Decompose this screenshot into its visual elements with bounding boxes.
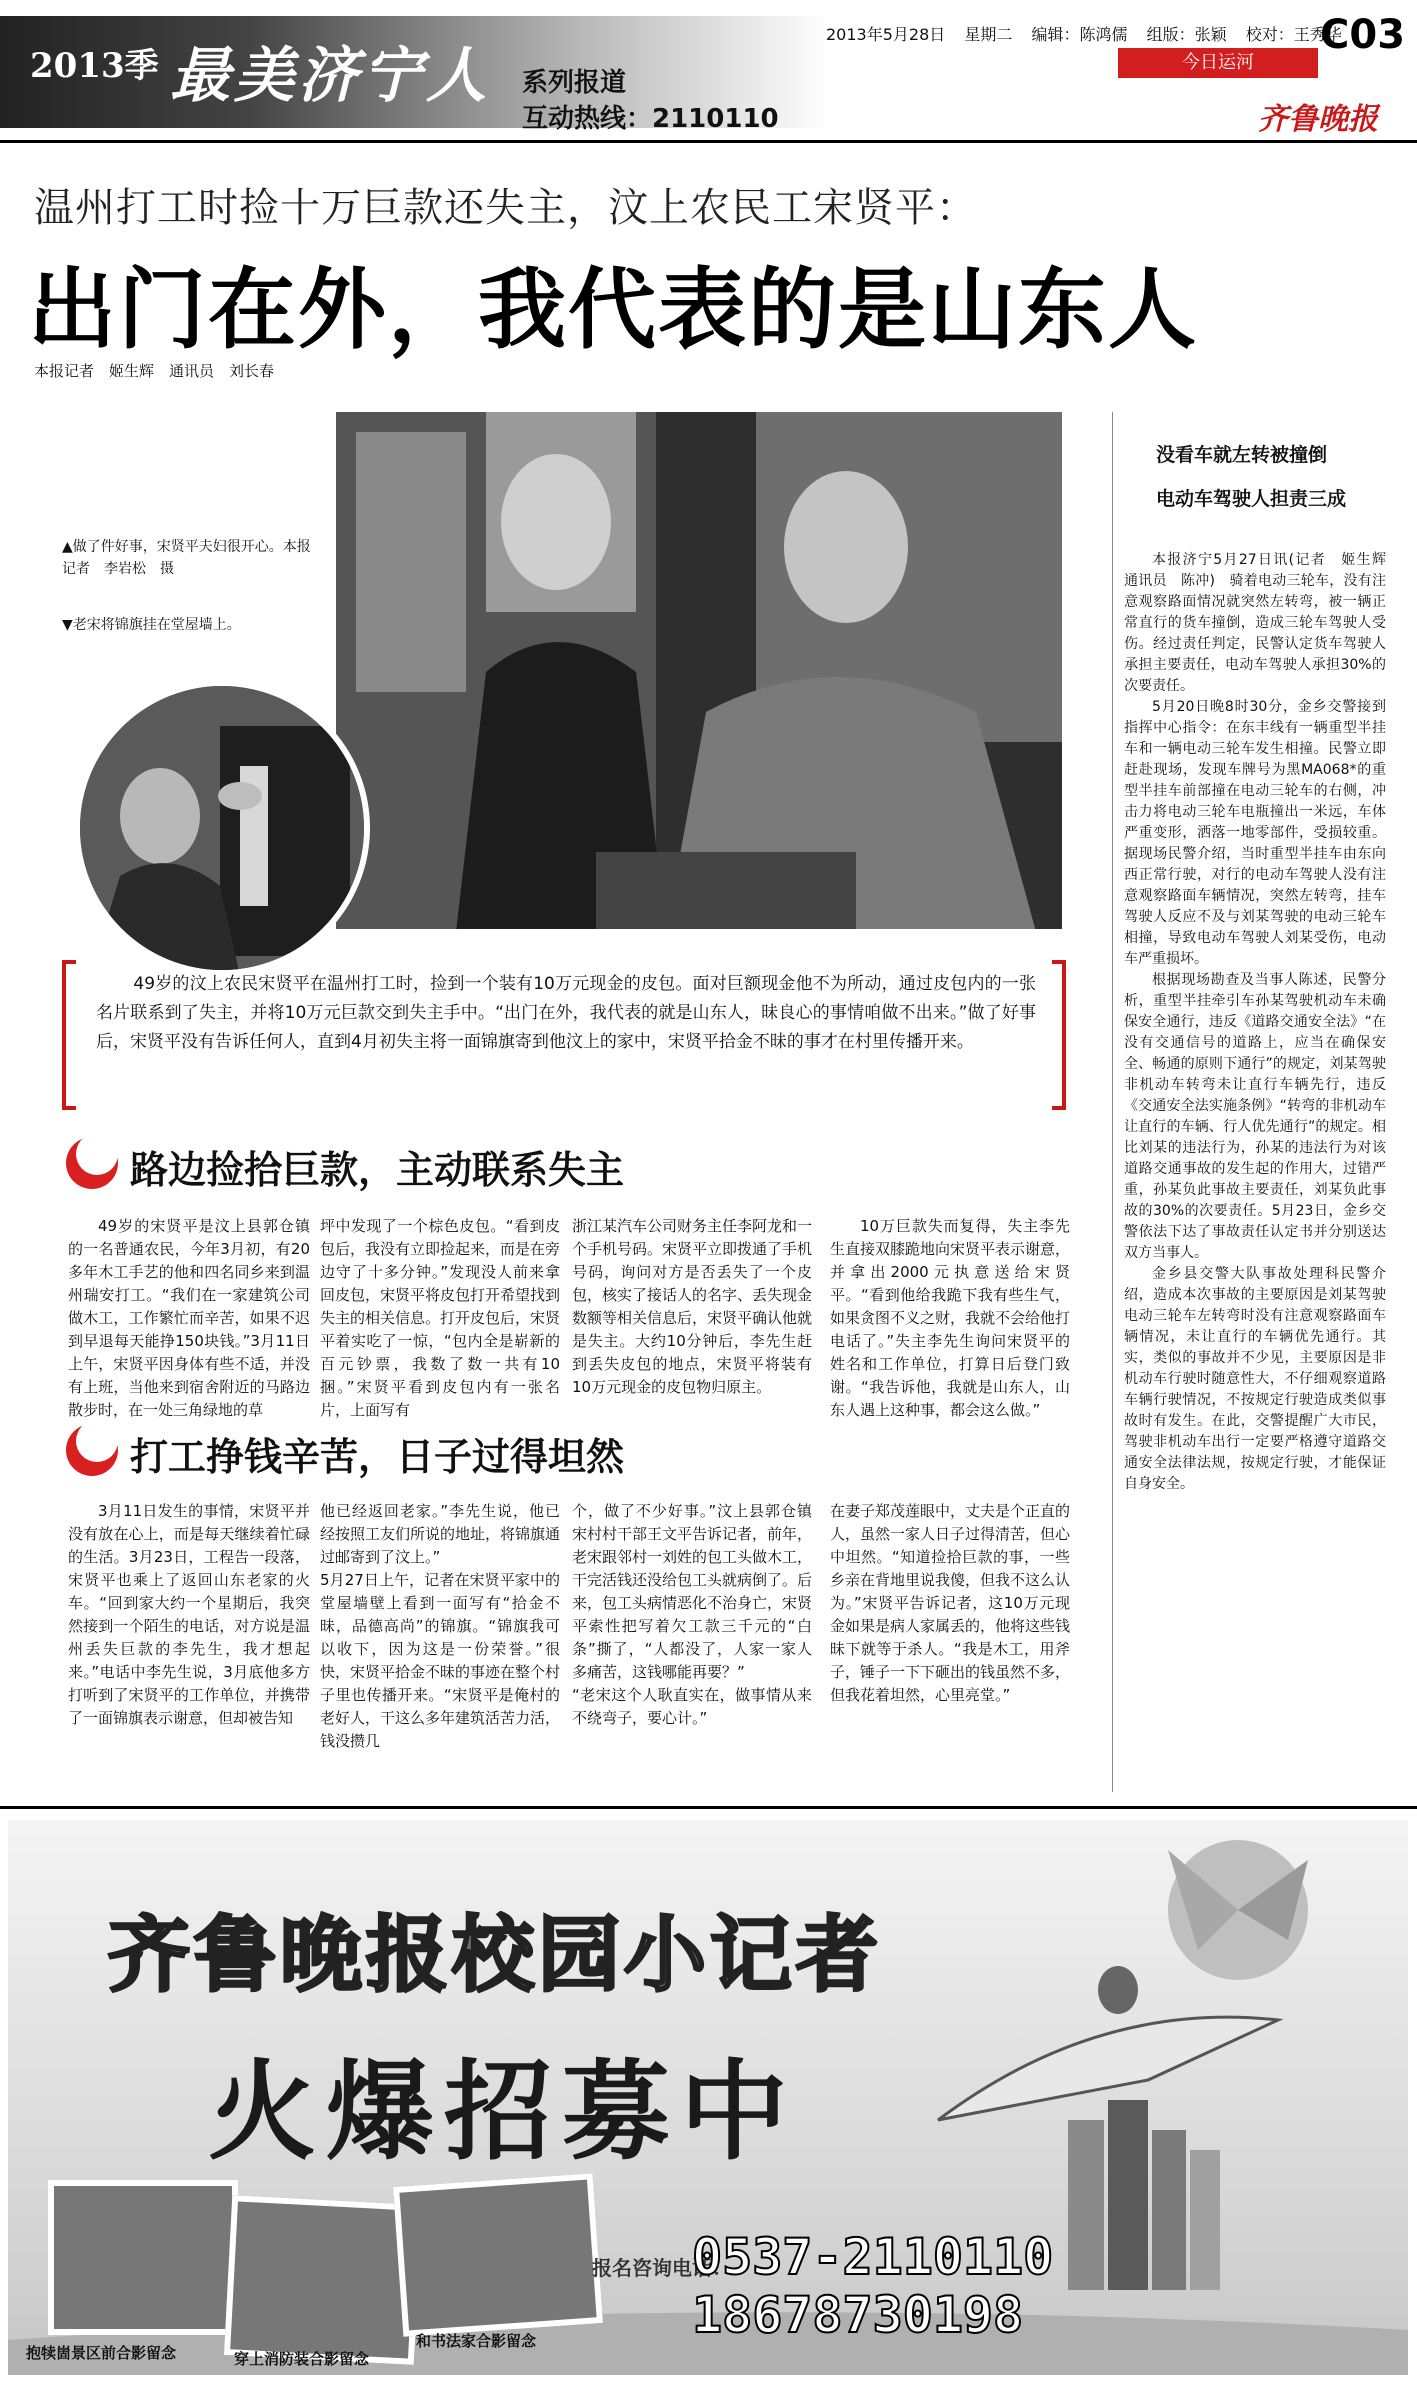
main-photo (336, 412, 1062, 929)
layout-credit: 组版：张颖 (1146, 25, 1227, 44)
side-paragraph: 5月20日晚8时30分，金乡交警接到指挥中心指令：在东丰线有一辆重型半挂车和一辆电动三轮车发生相撞。民警立即赶赴现场，发现车牌号为黑MA068*的重型半挂车前部撞在电动三轮车的右侧，冲击力将电动三轮车电瓶撞出一米远，车体严重变形，洒落一地零部件，受损较重。据现场民警介绍，当时重型半挂车由东向西正常行驶，对行的电动车驾驶人没有注意观察路面车辆情况，突然左转弯，挂车驾驶人反应不及与刘某驾驶的电动三轮车相撞，导致电动车驾驶人刘某受伤，电动车严重损坏。 (1124, 699, 1386, 967)
photo-caption-inset: ▼老宋将锦旗挂在堂屋墙上。 (62, 617, 241, 633)
section-heading-2 (66, 1420, 726, 1480)
section2-column-3 (572, 1500, 812, 1730)
article-byline: 本报记者 姬生辉 通讯员 刘长春 (34, 362, 275, 380)
paper-logo: 齐鲁晚报 (1258, 102, 1378, 137)
body-paragraph: 在妻子郑茂莲眼中，丈夫是个正直的人，虽然一家人日子过得清苦，但心中坦然。“知道捡拾巨款的事，一些乡亲在背地里说我傻，但我不这么认为。”宋贤平告诉记者，这10万元现金如果是病人家属丢的，他将这些钱昧下就等于杀人。“我是木工，用斧子，锤子一下下砸出的钱虽然不多，但我花着坦然，心里亮堂。” (830, 1502, 1071, 1704)
series-report-label: 系列报道 (522, 68, 627, 98)
ad-photo-caption-1: 抱犊崮景区前合影留念 (26, 2344, 177, 2362)
issue-date: 2013年5月28日 (826, 25, 946, 44)
ad-photo-caption-3: 和书法家合影留念 (416, 2332, 537, 2350)
article-headline: 出门在外，我代表的是山东人 (28, 258, 1199, 361)
section1-column-4 (830, 1215, 1070, 1422)
ad-phone-landline: 0537-2110110 (692, 2228, 1054, 2286)
body-paragraph: 他已经返回老家。”李先生说，他已经按照工友们所说的地址，将锦旗通过邮寄到了汶上。” 5月27日上午，记者在宋贤平家中的堂屋墙壁上看到一面写有“拾金不昧，品德高尚”的锦旗。“锦旗我可以收下，因为这是一份荣誉。”很快，宋贤平拾金不昧的事迹在整个村子里也传播开来。“宋贤平是俺村的老好人，干这么多年建筑活苦力活，钱没攒几 (320, 1502, 561, 1750)
page-number: C03 (1320, 12, 1406, 58)
section-title-1: 路边捡拾巨款，主动联系失主 (130, 1148, 625, 1192)
issue-meta (826, 22, 1356, 45)
lead-box (62, 960, 1066, 1112)
section1-column-1 (68, 1215, 310, 1422)
body-paragraph: 个，做了不少好事。”汶上县郭仓镇宋村村干部王文平告诉记者，前年，老宋跟邻村一刘姓的包工头做木工，干完活钱还没给包工头就病倒了。后来，包工头病情恶化不治身亡，宋贤平索性把写着欠工款三千元的“白条”撕了，“人都没了，人家一家人多痛苦，这钱哪能再要？” “老宋这个人耿直实在，做事情从来不绕弯子，要心计。” (572, 1502, 813, 1727)
section1-column-2 (320, 1215, 560, 1422)
ad-divider (0, 1806, 1417, 1809)
ad-phone-mobile: 18678730198 (692, 2286, 1024, 2344)
side-article-title: 电动车驾驶人担责三成 (1156, 488, 1347, 510)
lead-paragraph: 49岁的汶上农民宋贤平在温州打工时，捡到一个装有10万元现金的皮包。面对巨额现金他不为所动，通过皮包内的一张名片联系到了失主，并将10万元巨款交到失主手中。“出门在外，我代表的就是山东人，昧良心的事情咱做不出来。”做了好事后，宋贤平没有告诉任何人，直到4月初失主将一面锦旗寄到他汶上的家中，宋贤平拾金不昧的事才在村里传播开来。 (96, 974, 1036, 1052)
side-article-subtitle: 没看车就左转被撞倒 (1156, 444, 1328, 466)
ad-photo-caption-2: 穿上消防装合影留念 (234, 2350, 370, 2368)
section2-column-4 (830, 1500, 1070, 1707)
inset-photo (74, 680, 370, 976)
body-paragraph: 49岁的宋贤平是汶上县郭仓镇的一名普通农民，今年3月初，有20多年木工手艺的他和四名同乡来到温州瑞安打工。“我们在一家建筑公司做木工，工作繁忙而辛苦，如果不迟到早退每天能挣150块钱。”3月11日上午，宋贤平因身体有些不适，并没有上班，当他来到宿舍附近的马路边散步时，在一处三角绿地的草 (68, 1217, 310, 1419)
hotline: 互动热线：2110110 (522, 104, 779, 134)
body-paragraph: 浙江某汽车公司财务主任李阿龙和一个手机号码。宋贤平立即拨通了手机号码，询问对方是否丢失了一个皮包，核实了接话人的名字、丢失现金数额等相关信息后，宋贤平确认他就是失主。大约10分钟后，李先生赶到丢失皮包的地点，宋贤平将装有10万元现金的皮包物归原主。 (572, 1217, 813, 1396)
masthead (0, 0, 1417, 150)
advertisement (8, 1820, 1408, 2375)
section-bullet-icon (66, 1424, 118, 1476)
photo-caption-main: ▲做了件好事，宋贤平夫妇很开心。本报记者 李岩松 摄 (62, 539, 311, 577)
section2-column-1 (68, 1500, 310, 1730)
editor-credit: 编辑：陈鸿儒 (1031, 25, 1128, 44)
body-paragraph: 3月11日发生的事情，宋贤平并没有放在心上，而是每天继续着忙碌的生活。3月23日，工程告一段落，宋贤平也乘上了返回山东老家的火车。“回到家大约一个星期后，我突然接到一个陌生的电话，对方说是温州丢失巨款的李先生，我才想起来。”电话中李先生说，3月底他多方打听到了宋贤平的工作单位，并携带了一面锦旗表示谢意，但却被告知 (68, 1502, 310, 1727)
ad-consult-label: 报名咨询电话： (592, 2256, 732, 2280)
section-bullet-icon (66, 1137, 118, 1189)
proof-credit: 校对：王秀华 (1245, 25, 1342, 44)
header-divider (0, 140, 1417, 143)
inset-photo-illustration (80, 686, 364, 970)
lead-bracket-right (1052, 960, 1066, 1110)
section1-column-3 (572, 1215, 812, 1399)
section-title-2: 打工挣钱辛苦，日子过得坦然 (130, 1435, 625, 1479)
section2-column-2 (320, 1500, 560, 1753)
issue-weekday: 星期二 (964, 25, 1013, 44)
side-article-body (1124, 550, 1400, 1495)
lead-bracket-left (62, 960, 76, 1110)
main-photo-illustration (336, 412, 1062, 929)
body-paragraph: 10万巨款失而复得，失主李先生直接双膝跪地向宋贤平表示谢意，并拿出2000元执意送给宋贤平。“看到他给我跪下我有些生气，如果贪图不义之财，我就不会给他打电话了。”失主李先生询问宋贤平的姓名和工作单位，打算日后登门致谢。“我告诉他，我就是山东人，山东人遇上这种事，都会这么做。” (830, 1217, 1071, 1419)
side-paragraph: 金乡县交警大队事故处理科民警介绍，造成本次事故的主要原因是刘某驾驶电动三轮车左转弯时没有注意观察路面车辆情况，未让直行的车辆优先通行。其实，类似的事故并不少见，主要原因是非机动车行驶时随意性大，不仔细观察道路车辆行驶情况，不按规定行驶造成类似事故时有发生。在此，交警提醒广大市民，驾驶非机动车出行一定要严格遵守道路交通安全法律法规，按规定行驶，才能保证自身安全。 (1124, 1266, 1386, 1492)
body-paragraph: 坪中发现了一个棕色皮包。“看到皮包后，我没有立即捡起来，而是在旁边守了十多分钟。”发现没人前来拿回皮包，宋贤平将皮包打开希望找到失主的相关信息。打开皮包后，宋贤平着实吃了一惊，“包内全是崭新的百元钞票，我数了数一共有10捆。”宋贤平看到皮包内有一张名片，上面写有 (320, 1217, 561, 1419)
series-name: 最美济宁人 (170, 41, 490, 111)
section-tab: 今日运河 (1118, 48, 1318, 78)
side-paragraph: 本报济宁5月27日讯(记者 姬生辉 通讯员 陈冲) 骑着电动三轮车，没有注意观察路面情况就突然左转弯，被一辆正常直行的货车撞倒，造成三轮车驾驶人受伤。经过责任判定，民警认定货车驾驶人承担主要责任，电动车驾驶人承担30%的次要责任。 (1124, 552, 1400, 694)
season-label: 2013季 (30, 46, 159, 86)
section-heading-1 (66, 1133, 726, 1193)
side-paragraph: 根据现场勘查及当事人陈述，民警分析，重型半挂牵引车孙某驾驶机动车未确保安全通行，违反《道路交通安全法》“在没有交通信号的道路上，应当在确保安全、畅通的原则下通行”的规定，刘某驾驶非机动车转弯未让直行车辆先行，违反《交通安全法实施条例》“转弯的非机动车让直行的车辆、行人优先通行”的规定。相比刘某的违法行为，孙某的违法行为对该道路交通事故的发生起的作用大，过错严重，孙某负此事故主要责任，刘某负此事故的30%的次要责任。5月23日，金乡交警依法下达了事故责任认定书并分别送达双方当事人。 (1124, 972, 1386, 1261)
ad-photo-3 (393, 2173, 603, 2337)
ad-photo-2 (224, 2195, 422, 2365)
ad-photo-1 (48, 2180, 238, 2335)
ad-title-line-2: 火爆招募中 (208, 2050, 799, 2175)
article-subhead: 温州打工时捡十万巨款还失主，汶上农民工宋贤平： (34, 185, 977, 231)
column-divider (1112, 412, 1113, 1792)
ad-title-line-1: 齐鲁晚报校园小记者 (108, 1908, 883, 2003)
